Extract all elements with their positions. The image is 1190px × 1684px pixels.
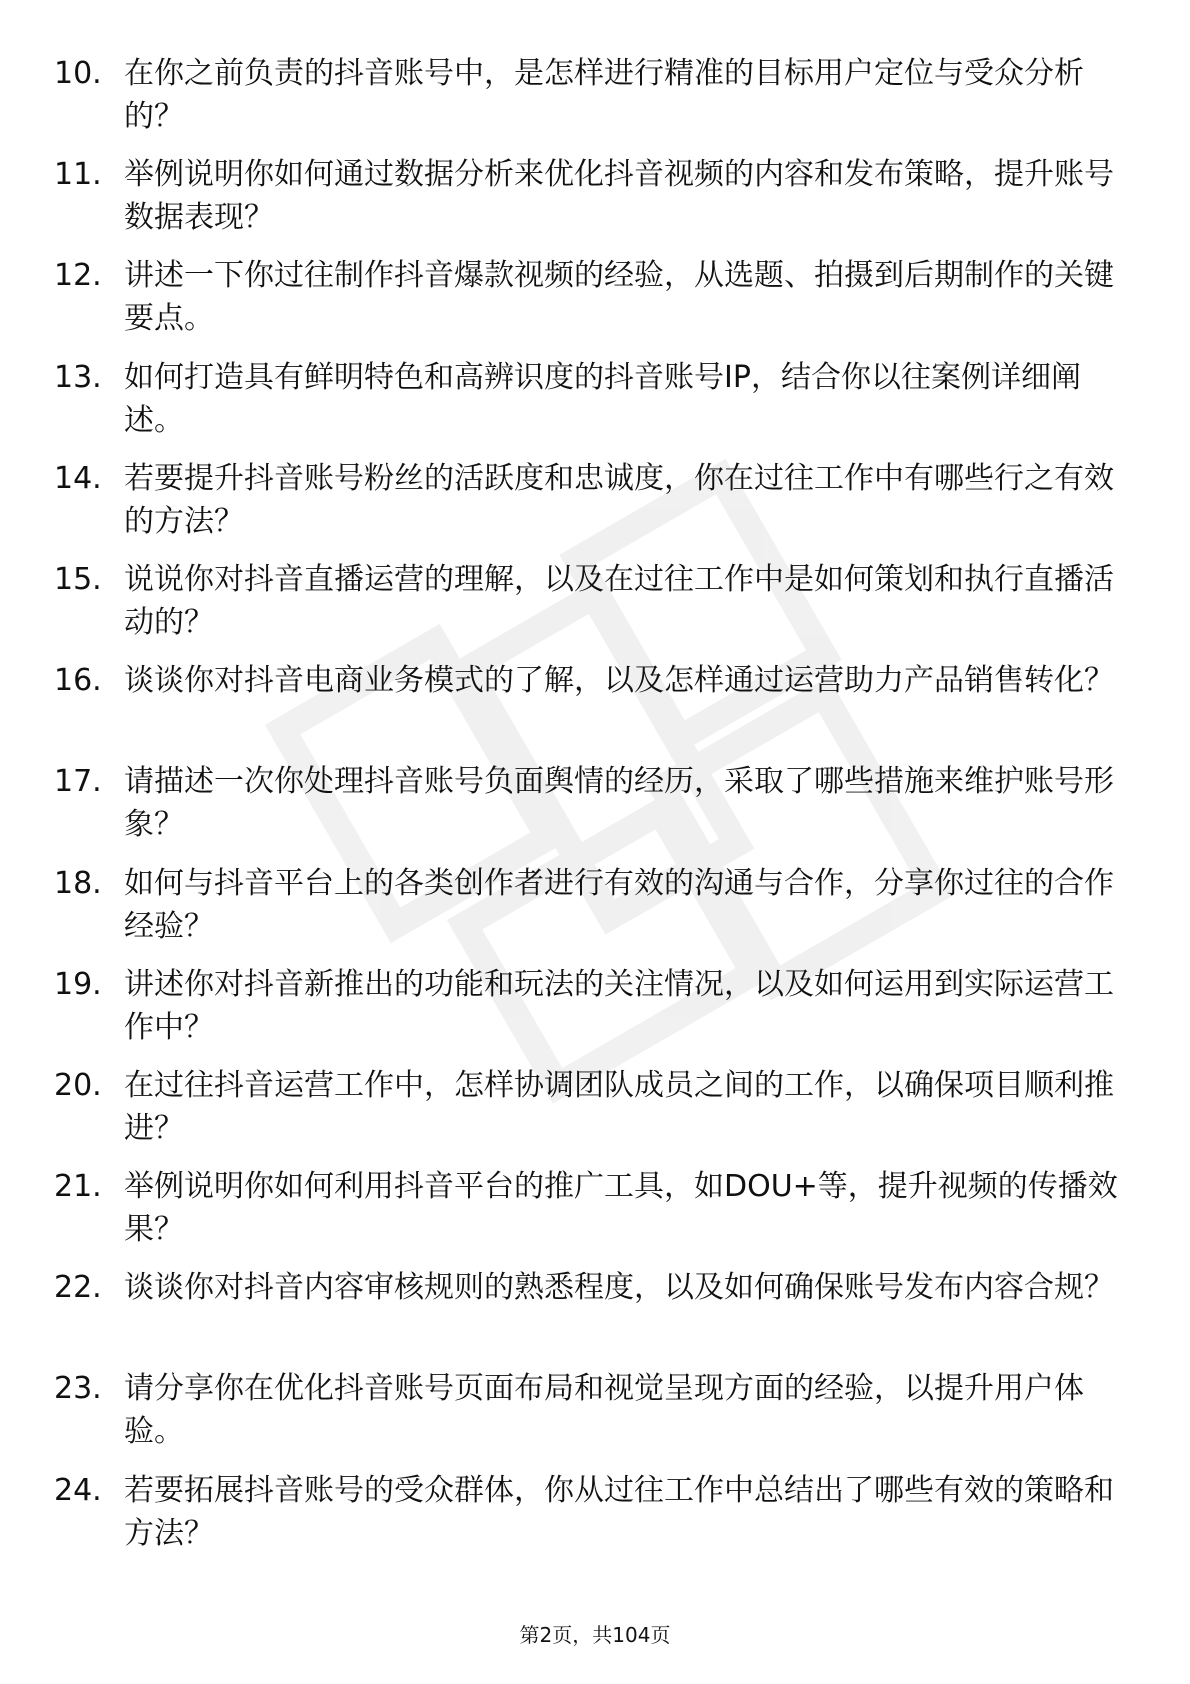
- question-text: 谈谈你对抖音电商业务模式的了解，以及怎样通过运营助力产品销售转化？: [124, 663, 1114, 699]
- question-text: 举例说明你如何通过数据分析来优化抖音视频的内容和发布策略，提升账号数据表现？: [124, 157, 1114, 236]
- question-text: 讲述你对抖音新推出的功能和玩法的关注情况，以及如何运用到实际运营工作中？: [124, 966, 1114, 1045]
- question-item: [54, 760, 1134, 861]
- question-number: 12.: [54, 258, 102, 294]
- question-number: 13.: [54, 359, 102, 395]
- question-item: [54, 963, 1134, 1064]
- question-number: 11.: [54, 157, 102, 193]
- question-item: [54, 457, 1134, 558]
- question-item: [54, 862, 1134, 963]
- question-item: [54, 356, 1134, 457]
- question-item: [54, 153, 1134, 254]
- question-text: 若要拓展抖音账号的受众群体，你从过往工作中总结出了哪些有效的策略和方法？: [124, 1472, 1114, 1551]
- question-number: 19.: [54, 966, 102, 1002]
- question-text: 讲述一下你过往制作抖音爆款视频的经验，从选题、拍摄到后期制作的关键要点。: [124, 258, 1114, 337]
- question-number: 14.: [54, 460, 102, 496]
- question-number: 18.: [54, 865, 102, 901]
- question-text: 如何与抖音平台上的各类创作者进行有效的沟通与合作，分享你过往的合作经验？: [124, 865, 1114, 944]
- question-item: [54, 1064, 1134, 1165]
- question-item: [54, 659, 1134, 760]
- question-number: 23.: [54, 1371, 102, 1407]
- question-text: 在过往抖音运营工作中，怎样协调团队成员之间的工作，以确保项目顺利推进？: [124, 1067, 1114, 1146]
- question-item: [54, 52, 1134, 153]
- question-item: [54, 1469, 1134, 1570]
- question-text: 如何打造具有鲜明特色和高辨识度的抖音账号IP，结合你以往案例详细阐述。: [124, 359, 1081, 438]
- question-number: 22.: [54, 1270, 102, 1306]
- page-indicator: 第2页，共104页: [519, 1623, 671, 1647]
- question-number: 17.: [54, 764, 102, 800]
- question-text: 在你之前负责的抖音账号中，是怎样进行精准的目标用户定位与受众分析的？: [124, 56, 1084, 134]
- question-item: [54, 254, 1134, 355]
- question-text: 举例说明你如何利用抖音平台的推广工具，如DOU+等，提升视频的传播效果？: [124, 1169, 1118, 1248]
- question-text: 请描述一次你处理抖音账号负面舆情的经历，采取了哪些措施来维护账号形象？: [124, 764, 1114, 843]
- question-number: 21.: [54, 1169, 102, 1205]
- question-number: 15.: [54, 561, 102, 597]
- question-item: [54, 1266, 1134, 1367]
- question-number: 16.: [54, 663, 102, 699]
- question-text: 请分享你在优化抖音账号页面布局和视觉呈现方面的经验，以提升用户体验。: [124, 1371, 1084, 1450]
- question-text: 若要提升抖音账号粉丝的活跃度和忠诚度，你在过往工作中有哪些行之有效的方法？: [124, 460, 1114, 539]
- question-number: 10.: [54, 56, 102, 91]
- page-footer: [0, 1622, 1190, 1648]
- question-item: [54, 1165, 1134, 1266]
- question-list: [54, 52, 1134, 1570]
- question-item: [54, 1367, 1134, 1468]
- question-number: 20.: [54, 1067, 102, 1103]
- question-item: [54, 558, 1134, 659]
- question-text: 谈谈你对抖音内容审核规则的熟悉程度，以及如何确保账号发布内容合规？: [124, 1270, 1114, 1306]
- question-text: 说说你对抖音直播运营的理解，以及在过往工作中是如何策划和执行直播活动的？: [124, 561, 1114, 640]
- question-number: 24.: [54, 1472, 102, 1508]
